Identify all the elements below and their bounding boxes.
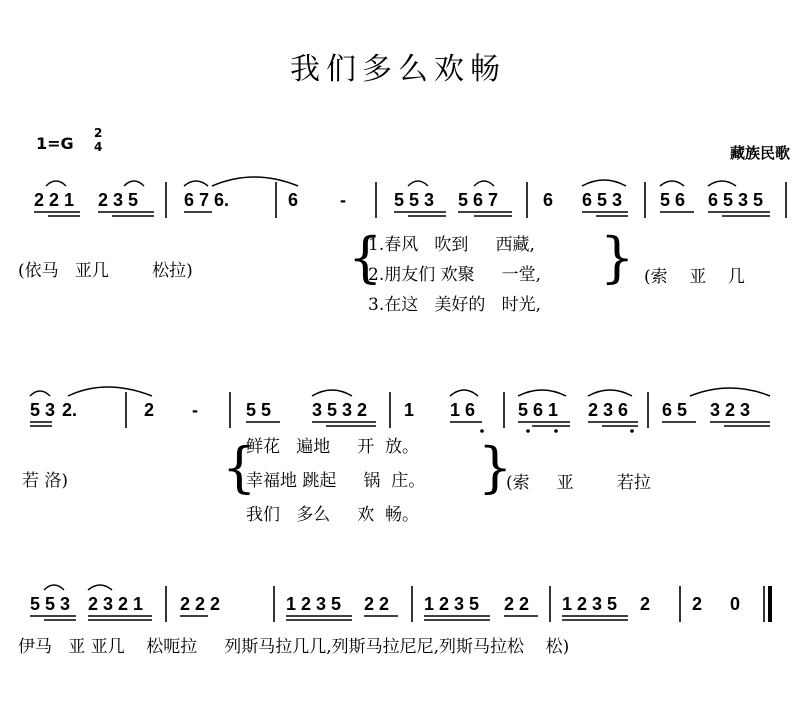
note-group: 6 5 3 5 bbox=[708, 190, 764, 210]
note-group: 1 2 3 5 bbox=[286, 594, 342, 614]
verse-line: 幸福地 跳起 锅 庄。 bbox=[246, 471, 426, 491]
note-group: 0 bbox=[730, 594, 741, 614]
slur bbox=[312, 390, 352, 396]
note-group: 6 bbox=[543, 190, 554, 210]
slur bbox=[582, 180, 626, 186]
note-group: 2 3 5 bbox=[98, 190, 139, 210]
slur bbox=[124, 181, 144, 186]
lyric-line: 伊马 亚 亚几 松呃拉 列斯马拉几几,列斯马拉尼尼,列斯马拉松 松) bbox=[18, 637, 570, 657]
note-group: 1 6 bbox=[450, 400, 476, 420]
verse-line: 鲜花 遍地 开 放。 bbox=[246, 437, 420, 457]
lyric-line: (索 亚 几 bbox=[644, 267, 745, 287]
note-dash: - bbox=[192, 400, 198, 420]
note-group: 5 6 1 bbox=[518, 400, 559, 420]
note-dash: - bbox=[340, 190, 346, 210]
note-group: 2 2 2 bbox=[180, 594, 221, 614]
slur bbox=[30, 391, 50, 396]
low-octave-dot bbox=[630, 429, 634, 433]
lyric-line: (索 亚 若拉 bbox=[506, 473, 651, 493]
note-group: 5 3 bbox=[30, 400, 56, 420]
note-group: 2 2 bbox=[364, 594, 390, 614]
verse-line: 我们 多么 欢 畅。 bbox=[246, 505, 420, 525]
slur bbox=[88, 585, 112, 590]
tie bbox=[68, 387, 152, 396]
page-title: 我们多么欢畅 bbox=[290, 52, 506, 87]
slur bbox=[408, 181, 428, 186]
note-group: 2 3 6 bbox=[588, 400, 629, 420]
slur bbox=[708, 181, 736, 186]
slur bbox=[690, 388, 770, 396]
note-group: 2 bbox=[692, 594, 703, 614]
right-brace: } bbox=[600, 226, 635, 289]
key-signature: 1=G bbox=[36, 134, 74, 153]
note-group: 2. bbox=[62, 400, 78, 420]
left-brace: { bbox=[348, 226, 383, 289]
note-group: 5 5 bbox=[246, 400, 272, 420]
left-brace: { bbox=[222, 436, 257, 499]
lyric-line: 若 洛) bbox=[22, 471, 69, 491]
tie bbox=[212, 177, 298, 186]
note-group: 2 2 1 bbox=[34, 190, 75, 210]
low-octave-dot bbox=[554, 429, 558, 433]
note-group: 6 bbox=[288, 190, 299, 210]
slur bbox=[518, 390, 566, 396]
verse-line: 3.在这 美好的 时光, bbox=[368, 295, 542, 315]
verse-line: 1.春风 吹到 西藏, bbox=[368, 235, 535, 255]
note-group: 3 5 3 2 bbox=[312, 400, 368, 420]
time-signature-top: 2 bbox=[94, 126, 103, 140]
note-group: 2 3 2 1 bbox=[88, 594, 144, 614]
time-signature-bottom: 4 bbox=[94, 140, 103, 154]
low-octave-dot bbox=[480, 429, 484, 433]
slur bbox=[46, 181, 66, 186]
lyric-line: (依马 亚几 松拉) bbox=[18, 261, 193, 281]
note-group: 6 5 bbox=[662, 400, 688, 420]
note-group: 5 5 3 bbox=[30, 594, 71, 614]
slur bbox=[184, 181, 208, 186]
slur bbox=[588, 390, 632, 396]
note-group: 1 bbox=[404, 400, 415, 420]
note-group: 1 2 3 5 bbox=[424, 594, 480, 614]
note-group: 2 bbox=[640, 594, 651, 614]
note-group: 6 7 6. bbox=[184, 190, 230, 210]
note-group: 2 bbox=[144, 400, 155, 420]
verse-line: 2.朋友们 欢聚 一堂, bbox=[368, 265, 542, 285]
slur bbox=[660, 181, 684, 186]
note-group: 5 6 7 bbox=[458, 190, 499, 210]
slur bbox=[450, 390, 478, 396]
note-group: 1 2 3 5 bbox=[562, 594, 618, 614]
source-label: 藏族民歌 bbox=[730, 144, 791, 162]
note-group: 6 5 3 bbox=[582, 190, 623, 210]
slur bbox=[44, 585, 64, 590]
note-group: 2 2 bbox=[504, 594, 530, 614]
slur bbox=[474, 181, 494, 186]
right-brace: } bbox=[478, 436, 513, 499]
note-group: 5 5 3 bbox=[394, 190, 435, 210]
low-octave-dot bbox=[526, 429, 530, 433]
note-group: 5 6 bbox=[660, 190, 686, 210]
note-group: 3 2 3 bbox=[710, 400, 751, 420]
